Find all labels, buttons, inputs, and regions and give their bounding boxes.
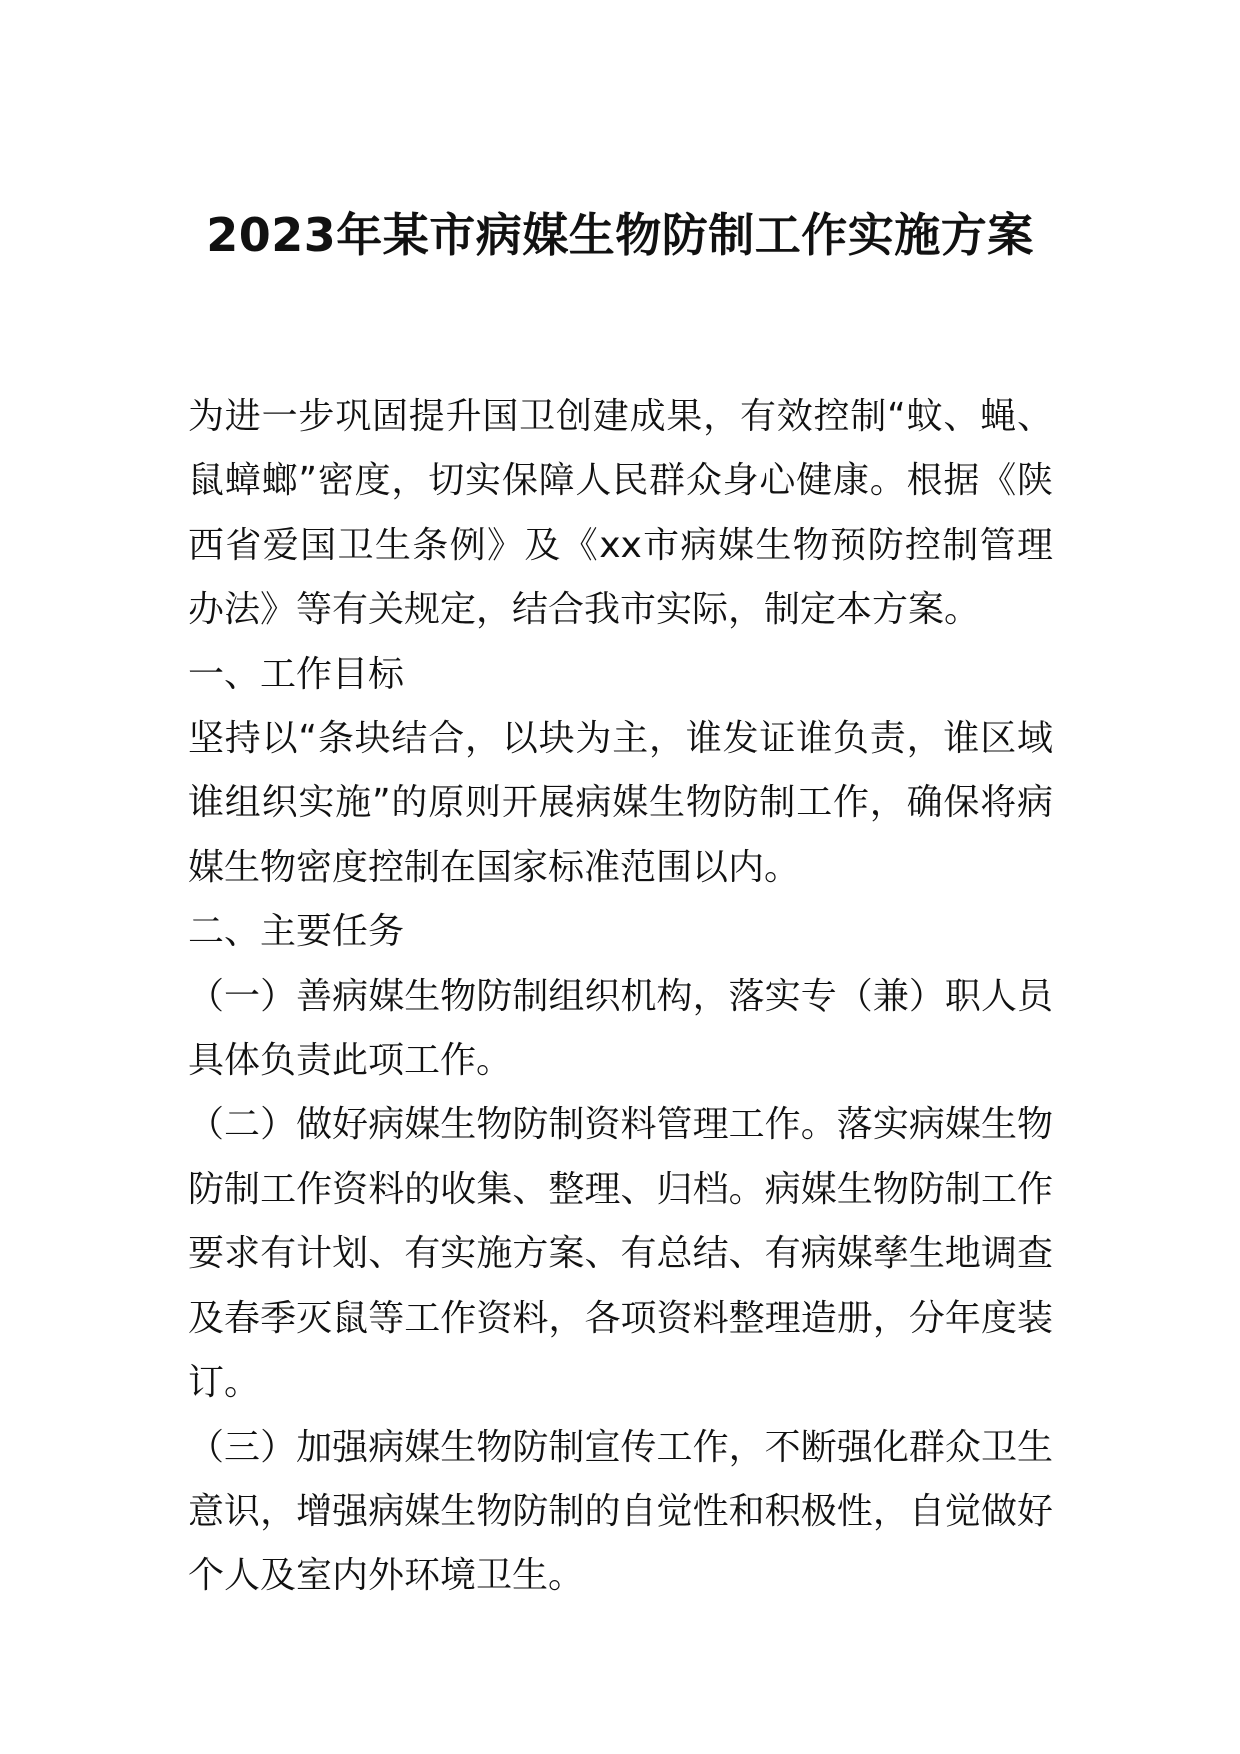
intro-paragraph: 为进一步巩固提升国卫创建成果，有效控制“蚊、蝇、鼠蟑螂”密度，切实保障人民群众身心健康。根据《陕西省爱国卫生条例》及《xx市病媒生物预防控制管理办法》等有关规定，结合我市实际，制定本方案。: [188, 396, 1053, 631]
task-item-1: （一）善病媒生物防制组织机构，落实专（兼）职人员具体负责此项工作。: [188, 975, 1053, 1082]
document-title: 2023年某市病媒生物防制工作实施方案: [206, 208, 1034, 262]
section-heading-goals: 一、工作目标: [188, 653, 405, 695]
goals-paragraph: 坚持以“条块结合，以块为主，谁发证谁负责，谁区域谁组织实施”的原则开展病媒生物防制工作，确保将病媒生物密度控制在国家标准范围以内。: [188, 718, 1053, 888]
task-item-3: （三）加强病媒生物防制宣传工作，不断强化群众卫生意识，增强病媒生物防制的自觉性和积极性，自觉做好个人及室内外环境卫生。: [188, 1426, 1053, 1597]
document-body: [188, 385, 1053, 1609]
task-item-2: （二）做好病媒生物防制资料管理工作。落实病媒生物防制工作资料的收集、整理、归档。病媒生物防制工作要求有计划、有实施方案、有总结、有病媒孳生地调查及春季灭鼠等工作资料，各项资料整理造册，分年度装订。: [188, 1104, 1053, 1404]
section-heading-tasks: 二、主要任务: [188, 911, 405, 953]
